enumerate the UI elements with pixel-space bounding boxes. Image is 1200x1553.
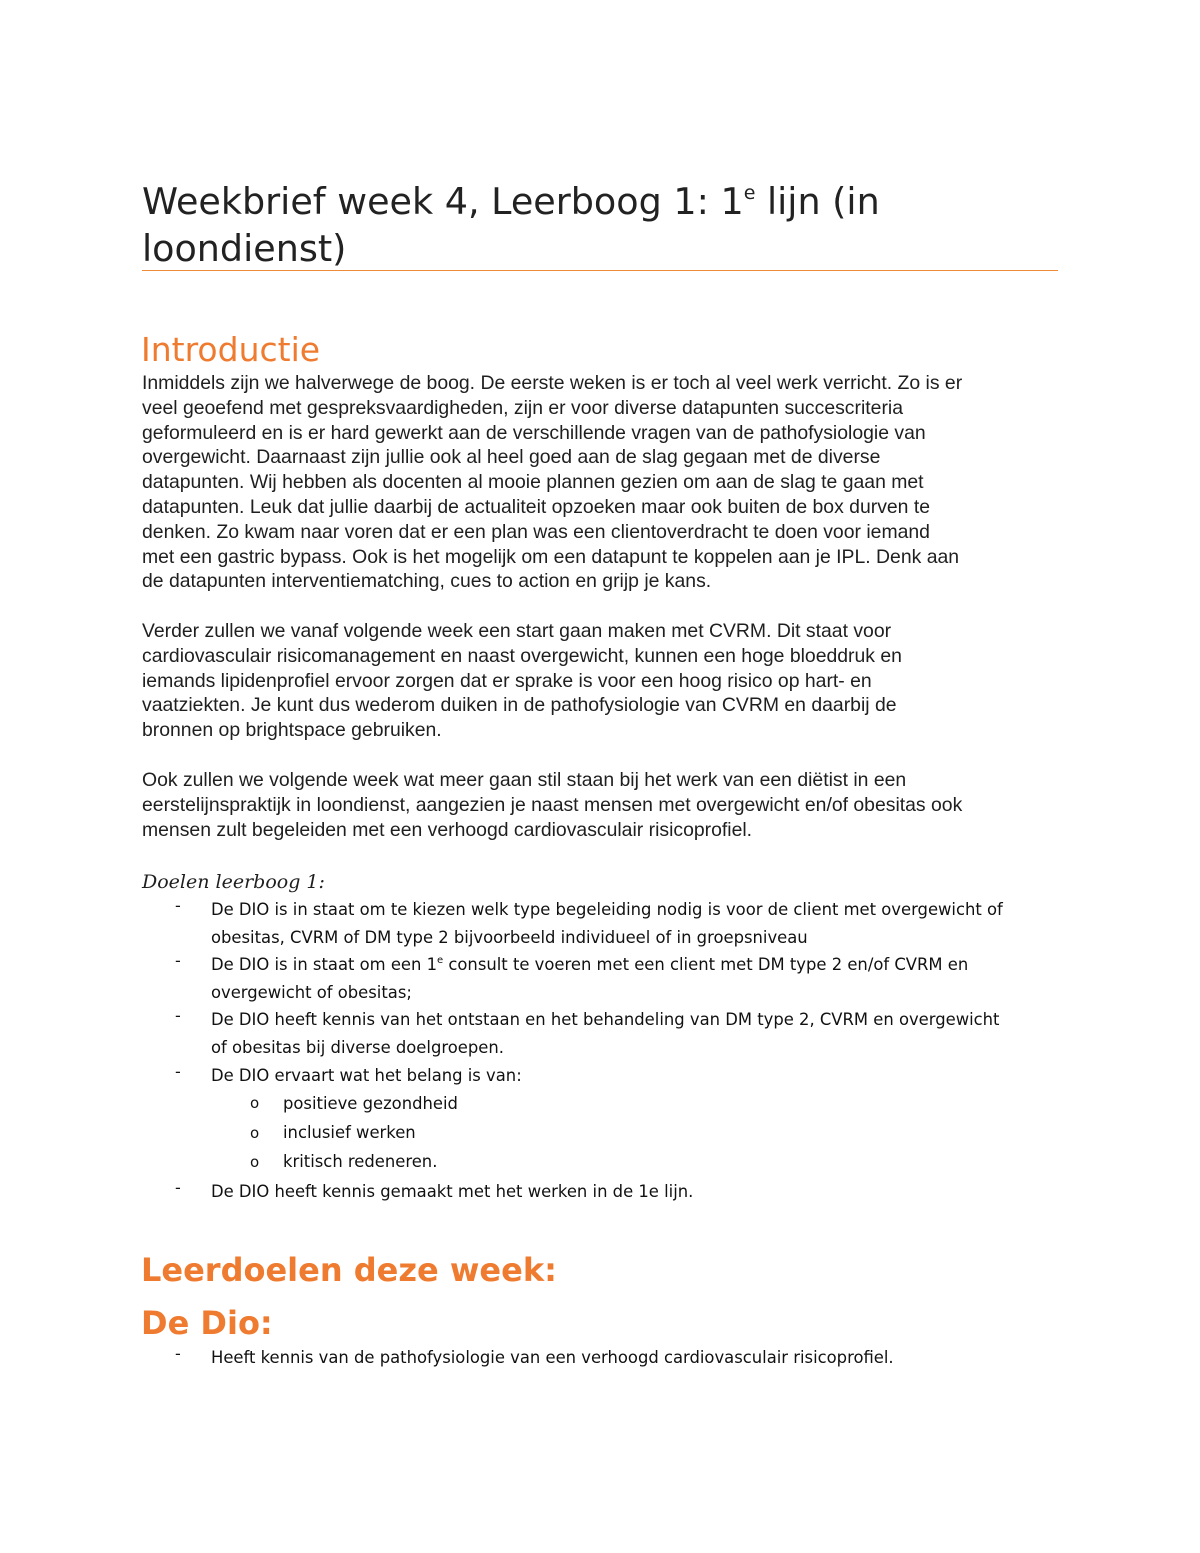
list-dash: - xyxy=(175,1006,181,1025)
text-line: datapunten. Wij hebben als docenten al mooie plannen gezien om aan de slag te gaan met xyxy=(142,471,924,494)
goal-subitem: positieve gezondheid xyxy=(283,1094,458,1113)
text-line: iemands lipidenprofiel ervoor zorgen dat er sprake is voor een hoog risico op hart- en xyxy=(142,669,872,692)
text-line: de datapunten interventiematching, cues to action en grijp je kans. xyxy=(142,570,712,593)
text-line: De DIO heeft kennis van het ontstaan en het behandeling van DM type 2, CVRM en overgewicht xyxy=(211,1010,1000,1029)
goal-subitem: inclusief werken xyxy=(283,1123,416,1142)
text-segment: De DIO is in staat om een 1 xyxy=(211,955,438,974)
intro-heading: Introductie xyxy=(141,330,321,369)
list-dash: - xyxy=(175,1344,181,1363)
week-goals-heading: Leerdoelen deze week: xyxy=(141,1251,557,1289)
list-dash: - xyxy=(175,896,181,915)
superscript: e xyxy=(437,955,444,966)
list-dash: - xyxy=(175,1178,181,1197)
goal-item xyxy=(211,896,1061,952)
text-line: bronnen op brightspace gebruiken. xyxy=(142,719,442,742)
text-line: of obesitas bij diverse doelgroepen. xyxy=(211,1038,504,1057)
text-line: cardiovasculair risicomanagement en naast overgewicht, kunnen een hoge bloeddruk en xyxy=(142,644,902,667)
text-line: Verder zullen we vanaf volgende week een start gaan maken met CVRM. Dit staat voor xyxy=(142,620,892,642)
goal-item xyxy=(211,1062,1061,1090)
text-line: overgewicht of obesitas; xyxy=(211,983,412,1002)
text-segment: consult te voeren met een client met DM type 2 en/of CVRM en xyxy=(443,955,969,974)
text-line: De DIO ervaart wat het belang is van: xyxy=(211,1066,522,1085)
text-line: De DIO is in staat om te kiezen welk type begeleiding nodig is voor de client met overgewicht of xyxy=(211,900,1003,919)
text-line: veel geoefend met gespreksvaardigheden, zijn er voor diverse datapunten succescriteria xyxy=(142,396,903,419)
title-superscript: e xyxy=(743,182,756,204)
title-part1: Weekbrief week 4, Leerboog 1: 1 xyxy=(142,180,744,223)
text-line: obesitas, CVRM of DM type 2 bijvoorbeeld individueel of in groepsniveau xyxy=(211,928,808,947)
intro-paragraph-1 xyxy=(142,371,1072,594)
text-line: overgewicht. Daarnaast zijn jullie ook al heel goed aan de slag gegaan met de diverse xyxy=(142,446,881,469)
intro-paragraph-2 xyxy=(142,619,1072,743)
text-line: eerstelijnspraktijk in loondienst, aangezien je naast mensen met overgewicht en/of obesitas ook xyxy=(142,793,963,816)
goals-heading: Doelen leerboog 1: xyxy=(142,871,325,893)
intro-paragraph-3 xyxy=(142,768,1072,842)
text-line xyxy=(211,951,1061,979)
list-dash: - xyxy=(175,951,181,970)
sublist-bullet: o xyxy=(250,1094,260,1112)
list-dash: - xyxy=(175,1062,181,1081)
week-goal-item: Heeft kennis van de pathofysiologie van een verhoogd cardiovasculair risicoprofiel. xyxy=(211,1348,894,1367)
page-title xyxy=(142,178,1058,272)
title-part2: lijn (in loondienst) xyxy=(142,180,880,270)
sublist-bullet: o xyxy=(250,1153,260,1171)
title-underline xyxy=(142,270,1058,271)
text-line: vaatziekten. Je kunt dus wederom duiken in de pathofysiologie van CVRM en daarbij de xyxy=(142,694,897,717)
goal-item xyxy=(211,1178,1061,1206)
goal-item xyxy=(211,1006,1061,1062)
text-line: Inmiddels zijn we halverwege de boog. De eerste weken is er toch al veel werk verricht. Zo is er xyxy=(142,372,963,394)
goal-subitem: kritisch redeneren. xyxy=(283,1152,438,1171)
text-line: De DIO heeft kennis gemaakt met het werken in de 1e lijn. xyxy=(211,1182,694,1201)
text-line: geformuleerd en is er hard gewerkt aan de verschillende vragen van de pathofysiologie van xyxy=(142,421,926,444)
text-line: mensen zult begeleiden met een verhoogd cardiovasculair risicoprofiel. xyxy=(142,818,753,841)
text-line: denken. Zo kwam naar voren dat er een plan was een clientoverdracht te doen voor iemand xyxy=(142,520,930,543)
text-line: met een gastric bypass. Ook is het mogelijk om een datapunt te koppelen aan je IPL. Denk aan xyxy=(142,545,960,568)
text-line: Ook zullen we volgende week wat meer gaan stil staan bij het werk van een diëtist in een xyxy=(142,769,907,791)
sublist-bullet: o xyxy=(250,1124,260,1142)
text-line: datapunten. Leuk dat jullie daarbij de actualiteit opzoeken maar ook buiten de box durven te xyxy=(142,495,931,518)
goal-item xyxy=(211,951,1061,1007)
week-goals-subheading: De Dio: xyxy=(141,1304,273,1342)
